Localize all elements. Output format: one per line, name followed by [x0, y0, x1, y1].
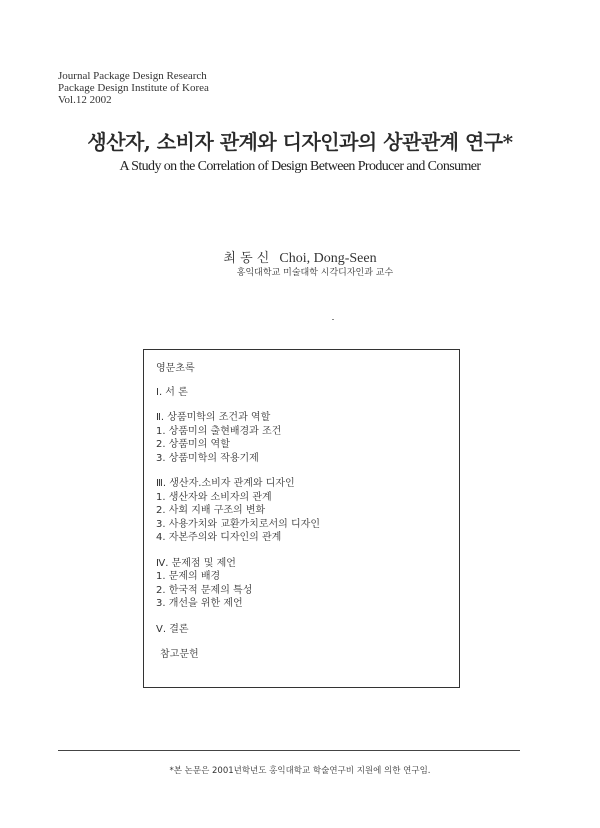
- author-name-korean: 최 동 신: [223, 251, 270, 266]
- author-name-english: Choi, Dong-Seen: [279, 251, 377, 266]
- toc-references: 참고문헌: [160, 649, 199, 660]
- toc-section-title: Ⅴ. 결론: [156, 623, 189, 635]
- author-line: [0, 247, 600, 267]
- toc-item: 2. 한국적 문제의 특성: [156, 584, 253, 596]
- toc-section-title: Ⅳ. 문제점 및 제언: [156, 557, 236, 569]
- table-of-contents: [143, 349, 460, 688]
- toc-item: 4. 자본주의와 디자인의 관계: [156, 532, 282, 543]
- footnote: *본 논문은 2001년학년도 홍익대학교 학술연구비 지원에 의한 연구임.: [169, 766, 431, 776]
- journal-info: [58, 70, 209, 106]
- toc-item: 1. 생산자와 소비자의 관계: [156, 491, 272, 503]
- journal-publisher: Package Design Institute of Korea: [58, 82, 209, 94]
- journal-name: Journal Package Design Research: [58, 70, 207, 82]
- toc-section-title: Ⅱ. 상품미학의 조건과 역할: [156, 412, 271, 423]
- toc-section-title: Ⅰ. 서 론: [156, 386, 188, 398]
- toc-item: 2. 상품미의 역할: [156, 439, 230, 450]
- toc-item: 3. 사용가치와 교환가치로서의 디자인: [156, 518, 320, 530]
- scan-speck: [332, 319, 334, 320]
- toc-item: 1. 문제의 배경: [156, 571, 221, 582]
- toc-item: 1. 상품미의 출현배경과 조건: [156, 425, 282, 437]
- journal-volume: Vol.12 2002: [58, 94, 112, 106]
- toc-section-title: Ⅲ. 생산자.소비자 관계와 디자인: [156, 478, 295, 489]
- toc-item: 3. 상품미학의 작용기제: [156, 452, 259, 464]
- author-affiliation: 홍익대학교 미술대학 시각디자인과 교수: [236, 268, 394, 278]
- footnote-divider: [58, 750, 520, 751]
- toc-item: 2. 사회 지배 구조의 변화: [156, 505, 266, 516]
- paper-title-korean: 생산자, 소비자 관계와 디자인과의 상관관계 연구*: [87, 130, 513, 154]
- paper-title-english: A Study on the Correlation of Design Between Producer and Consumer: [119, 159, 481, 174]
- toc-item: 3. 개선을 위한 제언: [156, 598, 243, 609]
- toc-heading: 영문초록: [156, 363, 195, 374]
